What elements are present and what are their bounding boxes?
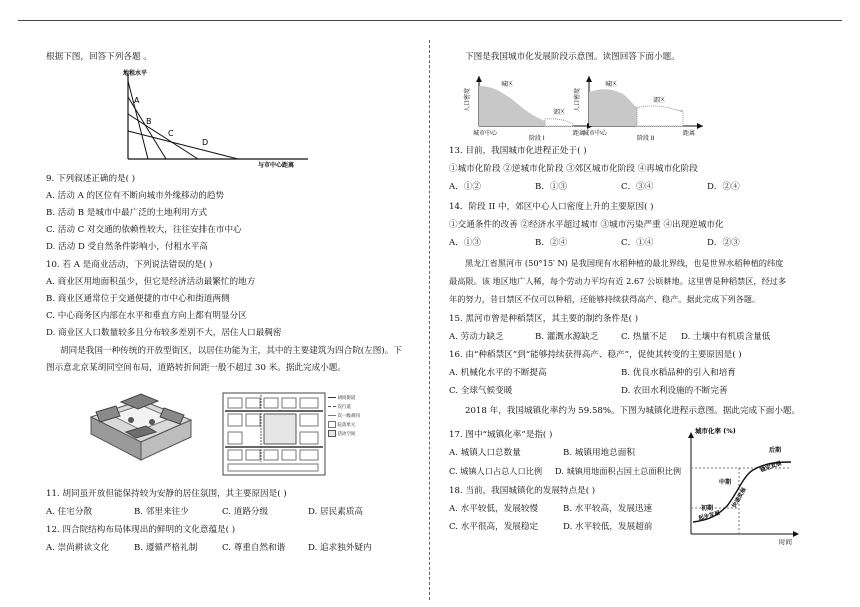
- legend-item-lane: [328, 412, 360, 421]
- q17-stem: 17. 图中“城镇化率”是指( ): [449, 430, 553, 440]
- courtyard-illustration: [86, 382, 196, 467]
- bid-ylabel: 地租水平: [123, 70, 148, 77]
- q15-option-b: B. 灌溉水源缺乏: [535, 332, 599, 342]
- legend-item-road: [328, 403, 360, 412]
- stage1-stage: 阶段 I: [529, 135, 545, 142]
- section-intro: 根据下图，回答下列各题 。: [46, 52, 152, 62]
- q14-option-b: B．②④: [535, 238, 568, 248]
- urban-label-mid: 中期: [719, 479, 732, 486]
- q15-option-d: D. 土壤中有机质含量低: [681, 332, 771, 342]
- q15-option-a: A. 劳动力缺乏: [449, 332, 504, 342]
- q9-option-a: A. 活动 A 的区位有不断向城市外缘移动的趋势: [46, 191, 225, 201]
- stage2-ylabel: 人口密度: [574, 87, 581, 112]
- header-rule: [18, 20, 842, 21]
- bid-xlabel: 与市中心距离: [258, 162, 295, 169]
- q12-option-d: D. 追求独外疑内: [308, 543, 372, 553]
- q9-option-d: D. 活动 D 受自然条件影响小，付租水平高: [46, 242, 208, 252]
- heihe-para-1: 黑龙江省黑河市 (50°15′ N) 是我国现有水稻种植的最北界线，也是世界水稻种植的纬度: [465, 258, 784, 268]
- q11-stem: 11. 胡同虽开放但能保持较为安静的居住氛围，其主要原因是( ): [46, 489, 287, 499]
- q12-option-b: B. 遵循严格礼制: [134, 543, 198, 553]
- legend-item-street: [328, 394, 360, 403]
- legend-label: 胡同街道: [337, 396, 356, 401]
- legend-label: 次行道: [337, 405, 351, 410]
- q13-option-c: C．③④: [621, 182, 654, 192]
- q10-stem: 10. 若 A 是商业活动，下列说法错误的是( ): [46, 260, 213, 270]
- q12-stem: 12. 四合院结构布局体现出的鲜明的文化意蕴是( ): [46, 525, 236, 535]
- stage2-xlabel-left: 城市中心: [583, 130, 608, 137]
- q11-option-b: B. 邻里来往少: [134, 507, 189, 517]
- q17-option-d: D. 城镇用地面积占国土总面积比例: [555, 466, 682, 476]
- q18-stem: 18. 当前，我国城镇化的发展特点是( ): [449, 486, 596, 496]
- q10-option-c: C. 中心商务区内部在水平和垂直方向上都有明显分区: [46, 311, 247, 321]
- urban-intro: 2018 年，我国城镇化率约为 59.58%。下图为城镇化进程示意图。据此完成下面小题。: [465, 406, 801, 416]
- stage1-xlabel-right: 距离: [573, 130, 586, 137]
- legend-item-space: [328, 430, 360, 439]
- hutong-legend: [328, 394, 360, 439]
- stage2-zone1: 城区: [605, 81, 618, 88]
- bid-line-d: D: [202, 138, 209, 147]
- q10-option-a: A. 商业区用地面积虽少，但它是经济活动最繁忙的地方: [46, 277, 256, 287]
- q9-stem: 9. 下列叙述正确的是( ): [46, 174, 136, 184]
- q14-stem: 14．阶段 II 中，郊区中心人口密度上升的主要原因( ): [449, 202, 654, 212]
- q18-option-b: B. 水平较高，发展迅速: [563, 504, 653, 514]
- q12-option-a: A. 崇尚耕读文化: [46, 543, 110, 553]
- stage-intro: 下图是我国城市化发展阶段示意图。读图回答下面小题。: [465, 52, 680, 62]
- heihe-para-2: 最高限。该 地区地广人稀，每个劳动力平均有近 2.67 公顷耕地。这里曾是种稻禁区，经过多: [449, 276, 787, 286]
- q16-option-a: A. 机械化水平的不断提高: [449, 368, 547, 378]
- q13-choices: ①城市化阶段 ②逆城市化阶段 ③郊区城市化阶段 ④再城市化阶段: [449, 164, 698, 174]
- q17-option-a: A. 城镇人口总数量: [449, 448, 521, 458]
- q14-option-c: C．①④: [621, 238, 654, 248]
- q12-option-c: C. 尊重自然和谐: [222, 543, 286, 553]
- q13-option-b: B．①③: [535, 182, 568, 192]
- urban-label-stable: 稳定发展: [759, 460, 783, 474]
- urban-label-late: 后期: [769, 447, 782, 454]
- stage1-ylabel: 人口密度: [464, 87, 471, 112]
- urban-ylabel: 城市化率 (%): [695, 427, 736, 435]
- urban-label-early: 初期: [701, 505, 714, 512]
- stage2-xlabel-right: 距离: [683, 130, 696, 137]
- stage-2-chart: [571, 72, 711, 142]
- bid-line-c: C: [168, 129, 174, 138]
- q16-option-c: C. 全球气候变暖: [449, 386, 513, 396]
- legend-label: 次一级胡同: [337, 414, 360, 419]
- q15-option-c: C. 热量不足: [621, 332, 668, 342]
- heihe-para-3: 年的努力，昔日禁区不仅可以种稻，还能够持续获得高产、稳产。据此完成下列各题。: [449, 294, 761, 304]
- q10-option-d: D. 商业区人口数量较多且分布较多差别不大，居住人口最稠密: [46, 328, 282, 338]
- q14-option-d: D．②③: [707, 238, 740, 248]
- q13-option-d: D．②④: [707, 182, 740, 192]
- stage1-xlabel-left: 城市中心: [473, 130, 498, 137]
- q18-option-c: C. 水平很高，发展稳定: [449, 522, 539, 532]
- q16-option-b: B. 优良水稻品种的引入和培育: [621, 368, 736, 378]
- q17-option-b: B. 城镇用地总面积: [563, 448, 635, 458]
- urbanization-chart: [681, 426, 801, 548]
- urban-xlabel: 时间: [779, 538, 792, 546]
- urban-label-start: 起步发展: [697, 510, 721, 522]
- bid-line-b: B: [146, 117, 152, 126]
- q9-option-b: B. 活动 B 是城市中最广泛的土地利用方式: [46, 208, 208, 218]
- legend-label: 院落单元: [337, 423, 356, 428]
- q15-stem: 15. 黑河市曾是种稻禁区，其主要的制约条件是( ): [449, 314, 639, 324]
- q11-option-c: C. 道路分级: [222, 507, 269, 517]
- q16-option-d: D. 农田水利设施的不断完善: [621, 386, 728, 396]
- q10-option-b: B. 商业区通常位于交通便捷的市中心和街道两侧: [46, 294, 230, 304]
- bid-rent-chart: [118, 69, 318, 169]
- q18-option-a: A. 水平较低，发展较慢: [449, 504, 539, 514]
- q11-option-a: A. 住宅分散: [46, 507, 93, 517]
- q13-option-a: A．①②: [449, 182, 481, 192]
- hutong-map: [222, 392, 326, 476]
- q9-option-c: C. 活动 C 对交通的依赖性较大，往往安排在市中心: [46, 225, 242, 235]
- stage1-zone1: 城区: [501, 81, 514, 88]
- hutong-intro-2: 图示意北京某胡同空间布局，道路转折间距一般不超过 30 米。据此完成小题。: [46, 363, 346, 373]
- q14-choices: ①交通条件的改善 ②经济水平超过城市 ③城市污染严重 ④出现逆城市化: [449, 220, 724, 230]
- stage2-zone2: 郊区: [653, 97, 666, 104]
- q14-option-a: A．①③: [449, 238, 481, 248]
- legend-label: 活动空间: [337, 432, 356, 437]
- q13-stem: 13. 目前，我国城市化进程正处于( ): [449, 146, 587, 156]
- legend-item-unit: [328, 421, 360, 430]
- q17-option-c: C. 城镇人口占总人口比例: [449, 466, 543, 476]
- column-divider: [429, 40, 430, 600]
- bid-line-a: A: [134, 96, 140, 105]
- q16-stem: 16. 由“种稻禁区”到“能够持续获得高产、稳产”，促使其转变的主要原因是( ): [449, 350, 742, 360]
- urban-label-fast: 快速发展: [731, 486, 748, 509]
- hutong-intro-1: 胡同是我国一种传统的开放型街区，以居住功能为主，其中的主要建筑为四合院(左图)。下: [60, 346, 402, 356]
- q11-option-d: D. 居民素质高: [308, 507, 364, 517]
- q18-option-d: D. 水平较低，发展超前: [563, 522, 653, 532]
- stage1-zone2: 郊区: [553, 109, 566, 116]
- stage2-stage: 阶段 II: [637, 135, 655, 142]
